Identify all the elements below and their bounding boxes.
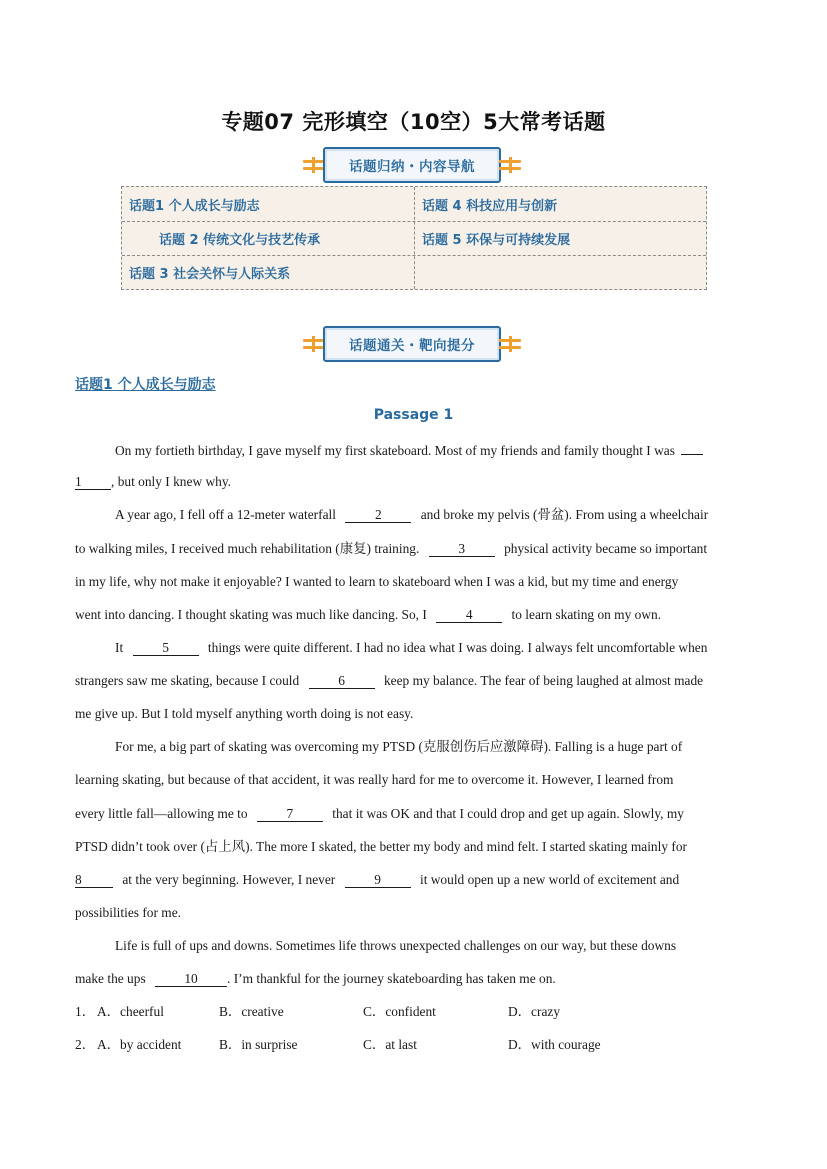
passage-line: went into dancing. I thought skating was much like dancing. So, I 4 to learn skating on my own. (75, 607, 662, 622)
passage-line: make the ups 10 . I’m thankful for the journey skateboarding has taken me on. (75, 971, 556, 986)
option-d[interactable]: D．with courage (508, 1037, 601, 1052)
practice-banner-label: 话题通关・靶向提分 (323, 326, 501, 362)
option-a[interactable]: A．by accident (97, 1037, 182, 1052)
passage-line: 1 , but only I knew why. (75, 474, 232, 489)
blank-2[interactable]: 2 (345, 507, 411, 523)
topic-link-3[interactable]: 话题 3 社会关怀与人际关系 (129, 266, 291, 282)
passage-line: PTSD didn’t took over (占上风). The more I skated, the better my body and mind felt. I started skating mainly for (75, 839, 688, 854)
blank-6[interactable]: 6 (309, 673, 375, 689)
topic-link-1[interactable]: 话题1 个人成长与励志 (129, 198, 260, 214)
topic-link-5[interactable]: 话题 5 环保与可持续发展 (422, 232, 571, 248)
option-d[interactable]: D．crazy (508, 1004, 561, 1019)
option-c[interactable]: C．confident (363, 1004, 436, 1019)
question-number: 2． (75, 1037, 96, 1052)
passage-line: A year ago, I fell off a 12-meter waterfall 2 and broke my pelvis (骨盆). From using a wheelchair (115, 507, 709, 522)
passage-title: Passage 1 (373, 407, 454, 423)
section-heading-topic-1[interactable]: 话题1 个人成长与励志 (75, 377, 216, 393)
passage-line: learning skating, but because of that accident, it was really hard for me to overcome it. However, I learned from (75, 772, 674, 787)
blank-4[interactable]: 4 (436, 607, 502, 623)
page-title: 专题07 完形填空（10空）5大常考话题 (221, 110, 606, 134)
question-number: 1． (75, 1004, 96, 1019)
passage-line: On my fortieth birthday, I gave myself my first skateboard. Most of my friends and family thought I was (75, 439, 755, 459)
passage-line: in my life, why not make it enjoyable? I wanted to learn to skateboard when I was a kid, but my time and energy (75, 574, 679, 589)
option-c[interactable]: C．at last (363, 1037, 417, 1052)
blank-5[interactable]: 5 (133, 640, 199, 656)
blank-3[interactable]: 3 (429, 541, 495, 557)
passage-line: It 5 things were quite different. I had no idea what I was doing. I always felt uncomfortable when (115, 640, 708, 655)
passage-line: me give up. But I told myself anything worth doing is not easy. (75, 706, 414, 721)
blank-9[interactable]: 9 (345, 872, 411, 888)
banner-deco-right-icon (499, 336, 521, 352)
banner-deco-left-icon (303, 336, 325, 352)
nav-banner (303, 147, 521, 183)
topic-link-2[interactable]: 话题 2 传统文化与技艺传承 (159, 232, 321, 248)
passage-line: to walking miles, I received much rehabilitation (康复) training. 3 physical activity became so important (75, 541, 708, 556)
option-b[interactable]: B．in surprise (219, 1037, 298, 1052)
banner-deco-left-icon (303, 157, 325, 173)
topic-link-4[interactable]: 话题 4 科技应用与创新 (422, 198, 558, 214)
passage-line: Life is full of ups and downs. Sometimes life throws unexpected challenges on our way, but these downs (115, 938, 677, 953)
practice-banner (303, 326, 521, 362)
passage-line: strangers saw me skating, because I could 6 keep my balance. The fear of being laughed at almost made (75, 673, 704, 688)
blank-10[interactable]: 10 (155, 971, 227, 987)
topic-nav-table (121, 186, 707, 290)
passage-line: possibilities for me. (75, 905, 182, 920)
option-b[interactable]: B．creative (219, 1004, 284, 1019)
blank-1[interactable]: 1 (75, 474, 111, 490)
blank-8[interactable]: 8 (75, 872, 113, 888)
blank-7[interactable]: 7 (257, 806, 323, 822)
passage-line: 8 at the very beginning. However, I never 9 it would open up a new world of excitement and (75, 872, 680, 887)
option-a[interactable]: A．cheerful (97, 1004, 164, 1019)
nav-banner-label: 话题归纳・内容导航 (323, 147, 501, 183)
passage-line: every little fall—allowing me to 7 that it was OK and that I could drop and get up again. Slowly, my (75, 806, 684, 821)
passage-line: For me, a big part of skating was overcoming my PTSD (克服创伤后应激障碍). Falling is a huge part of (115, 739, 683, 754)
banner-deco-right-icon (499, 157, 521, 173)
